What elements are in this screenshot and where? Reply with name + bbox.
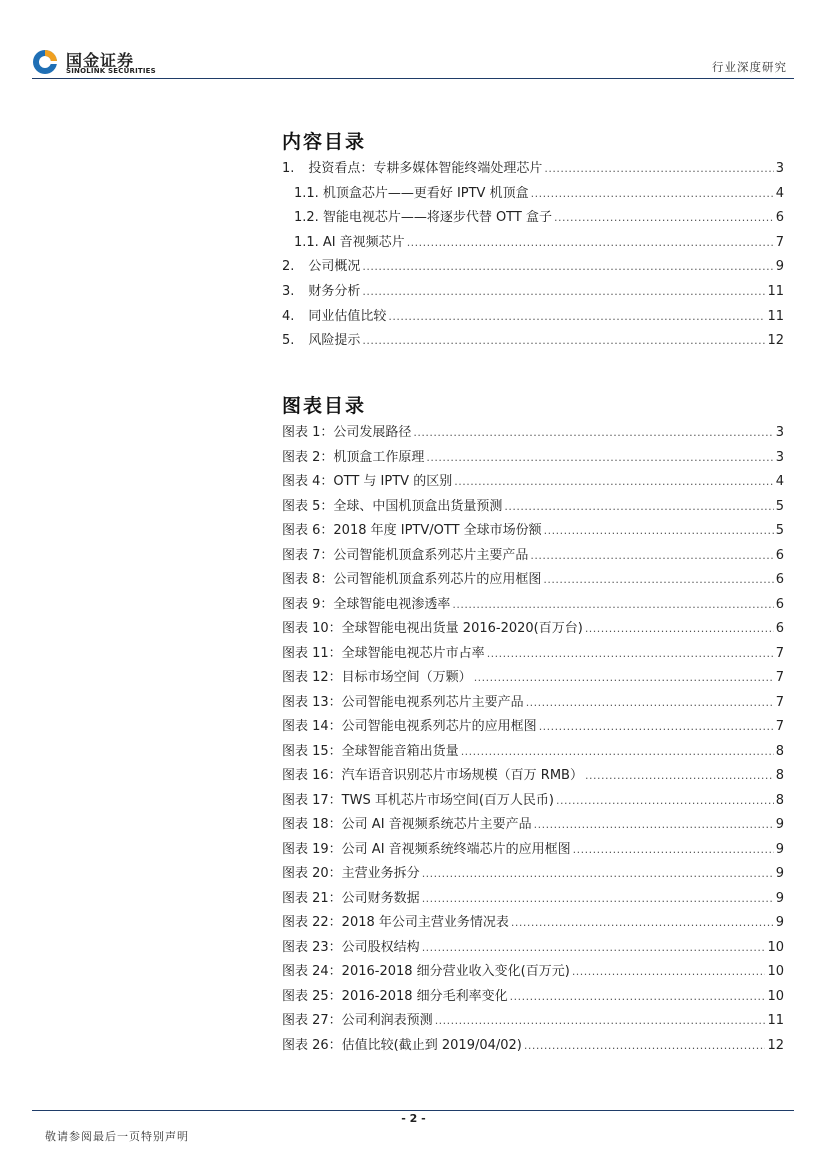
dot-leader [422,892,774,905]
toc-entry-number: 5. [282,333,295,349]
dot-leader [556,794,774,807]
dot-leader [422,867,774,880]
figure-entry-title: 图表 15：全球智能音箱出货量 [282,743,459,759]
figure-entry-title: 图表 20：主营业务拆分 [282,866,420,881]
toc-entry-page: 11 [767,308,784,324]
figure-entry-page: 6 [775,572,784,587]
toc-entry[interactable] [282,280,784,305]
figure-entry-title: 图表 10：全球智能电视出货量 2016-2020(百万台) [282,621,583,636]
company-logo [32,46,162,80]
toc-entry[interactable] [282,206,784,231]
dot-leader [530,549,773,562]
dot-leader [413,426,773,439]
toc-entry-page: 9 [775,259,784,275]
report-type-label: 行业深度研究 [712,60,787,74]
toc-entry-page: 3 [775,161,784,176]
dot-leader [362,260,773,273]
dot-leader [554,211,774,224]
dot-leader [573,843,774,856]
figure-entry-page: 3 [775,425,784,440]
dot-leader [487,647,774,660]
toc-entry-number: 3. [282,283,295,299]
figure-entry-page: 6 [775,621,784,636]
toc-entry-number: 1.2. [294,210,319,226]
toc-entry-number: 2. [282,259,295,275]
toc-entry[interactable] [282,182,784,207]
figure-entry[interactable] [282,593,784,618]
toc-entry-title: 公司概况 [308,259,361,275]
figure-entry-page: 6 [775,596,784,612]
toc-entry[interactable] [282,231,784,256]
figure-entry-title: 图表 17：TWS 耳机芯片市场空间(百万人民币) [282,792,554,808]
figure-entry-page: 10 [767,988,784,1004]
dot-leader [407,236,774,249]
figure-entry-title: 图表 24：2016-2018 细分营业收入变化(百万元) [282,964,570,979]
figure-entry-title: 图表 7：公司智能机顶盒系列芯片主要产品 [282,547,529,563]
toc-entry-number: 1.1. [294,185,319,201]
figure-entry-title: 图表 14：公司智能电视系列芯片的应用框图 [282,719,537,734]
figure-list-title: 图表目录 [282,395,367,417]
dot-leader [452,598,773,611]
figure-entry-title: 图表 21：公司财务数据 [282,890,420,906]
figure-entry-title: 图表 13：公司智能电视系列芯片主要产品 [282,694,524,710]
toc-entry-title: 机顶盒芯片——更看好 IPTV 机顶盒 [322,185,529,201]
figure-entry[interactable] [282,789,784,814]
toc-entry-title: AI 音视频芯片 [322,234,405,250]
figure-entry-title: 图表 18：公司 AI 音视频系统芯片主要产品 [282,817,532,832]
figure-entry[interactable] [282,1009,784,1034]
figure-entry-page: 9 [775,915,784,930]
logo-mark-icon [32,49,58,75]
figure-entry-title: 图表 5：全球、中国机顶盒出货量预测 [282,498,503,514]
figure-entry[interactable] [282,936,784,961]
logo-english-name: SINOLINK SECURITIES [66,67,156,75]
figure-entry-page: 10 [767,964,784,979]
figure-entry[interactable] [282,960,784,985]
figure-entry-page: 9 [775,866,784,881]
dot-leader [362,334,765,347]
dot-leader [524,1039,766,1052]
figure-entry[interactable] [282,838,784,863]
toc-entry-title: 风险提示 [308,333,361,349]
figure-entry[interactable] [282,985,784,1010]
toc-entry-number: 1. [282,161,295,176]
dot-leader [510,990,766,1003]
figure-entry[interactable] [282,691,784,716]
figure-entry[interactable] [282,1034,784,1059]
figure-entry-title: 图表 19：公司 AI 音视频系统终端芯片的应用框图 [282,841,571,857]
figure-entry-title: 图表 4：OTT 与 IPTV 的区别 [282,474,453,489]
page-header [0,0,827,82]
dot-leader [526,696,774,709]
figure-entry-title: 图表 25：2016-2018 细分毛利率变化 [282,988,508,1004]
dot-leader [461,745,774,758]
toc-entry[interactable] [282,255,784,280]
figure-entry[interactable] [282,862,784,887]
toc-entry-page: 11 [767,283,784,299]
footer-divider [32,1110,794,1111]
page-number: - 2 - [401,1112,426,1125]
dot-leader [544,524,774,537]
figure-entry-page: 7 [775,645,784,661]
figure-entry-title: 图表 6：2018 年度 IPTV/OTT 全球市场份额 [282,523,542,538]
toc-entry-title: 智能电视芯片——将逐步代替 OTT 盒子 [322,210,552,226]
figure-entry[interactable] [282,544,784,569]
figure-entry-title: 图表 23：公司股权结构 [282,939,420,955]
toc-entry-page: 6 [775,210,784,226]
figure-entry[interactable] [282,642,784,667]
dot-leader [544,162,773,175]
toc-entry-title: 投资看点：专耕多媒体智能终端处理芯片 [308,161,543,176]
figure-entry[interactable] [282,666,784,691]
figure-entry-page: 5 [775,498,784,514]
figure-entry-page: 7 [775,694,784,710]
figure-entry[interactable] [282,764,784,789]
figure-entry[interactable] [282,911,784,936]
figure-entry-title: 图表 12：目标市场空间（万颗） [282,670,472,685]
figure-entry-title: 图表 27：公司利润表预测 [282,1013,433,1028]
dot-leader [534,818,774,831]
toc-list [282,157,784,354]
figure-list [282,421,784,1058]
figure-entry[interactable] [282,421,784,446]
figure-entry-page: 10 [767,939,784,955]
figure-entry-title: 图表 11：全球智能电视芯片市占率 [282,645,485,661]
figure-entry[interactable] [282,617,784,642]
figure-entry[interactable] [282,470,784,495]
figure-entry-page: 12 [767,1037,784,1053]
toc-entry-page: 4 [775,185,784,201]
figure-entry-page: 8 [775,743,784,759]
figure-entry[interactable] [282,495,784,520]
dot-leader [422,941,766,954]
toc-entry-title: 财务分析 [308,283,361,299]
dot-leader [585,769,774,782]
toc-entry[interactable] [282,305,784,330]
toc-entry-title: 同业估值比较 [308,308,387,324]
toc-title: 内容目录 [282,131,367,153]
toc-entry[interactable] [282,329,784,354]
disclaimer-note: 敬请参阅最后一页特别声明 [45,1130,189,1143]
dot-leader [572,965,766,978]
dot-leader [362,285,765,298]
figure-entry-page: 7 [775,719,784,734]
dot-leader [511,916,774,929]
dot-leader [543,573,773,586]
figure-entry-page: 5 [775,523,784,538]
dot-leader [585,622,774,635]
figure-entry-title: 图表 16：汽车语音识别芯片市场规模（百万 RMB） [282,768,583,783]
figure-entry-title: 图表 22：2018 年公司主营业务情况表 [282,915,509,930]
dot-leader [474,671,774,684]
figure-entry-page: 9 [775,841,784,857]
dot-leader [388,310,765,323]
figure-entry-title: 图表 1：公司发展路径 [282,425,412,440]
dot-leader [531,187,774,200]
dot-leader [426,451,773,464]
dot-leader [454,475,774,488]
dot-leader [504,500,773,513]
figure-entry[interactable] [282,813,784,838]
figure-entry-title: 图表 8：公司智能机顶盒系列芯片的应用框图 [282,572,542,587]
figure-entry[interactable] [282,715,784,740]
figure-entry-page: 6 [775,547,784,563]
toc-entry-number: 4. [282,308,295,324]
header-divider [32,78,794,79]
figure-entry-page: 9 [775,817,784,832]
toc-entry-number: 1.1. [294,234,319,250]
figure-entry-page: 4 [775,474,784,489]
figure-entry-title: 图表 9：全球智能电视渗透率 [282,596,451,612]
figure-entry-page: 11 [767,1013,784,1028]
dot-leader [539,720,774,733]
figure-entry[interactable] [282,740,784,765]
toc-entry[interactable] [282,157,784,182]
figure-entry[interactable] [282,446,784,471]
figure-entry[interactable] [282,887,784,912]
dot-leader [435,1014,766,1027]
figure-entry-page: 9 [775,890,784,906]
figure-entry-page: 8 [775,792,784,808]
figure-entry-title: 图表 26：估值比较(截止到 2019/04/02) [282,1037,522,1053]
logo-chinese-name: 国金证券 [66,51,135,70]
toc-entry-page: 7 [775,234,784,250]
toc-entry-page: 12 [767,333,784,349]
figure-entry-title: 图表 2：机顶盒工作原理 [282,449,425,465]
figure-entry-page: 3 [775,449,784,465]
figure-entry-page: 7 [775,670,784,685]
figure-entry-page: 8 [775,768,784,783]
figure-entry[interactable] [282,568,784,593]
figure-entry[interactable] [282,519,784,544]
